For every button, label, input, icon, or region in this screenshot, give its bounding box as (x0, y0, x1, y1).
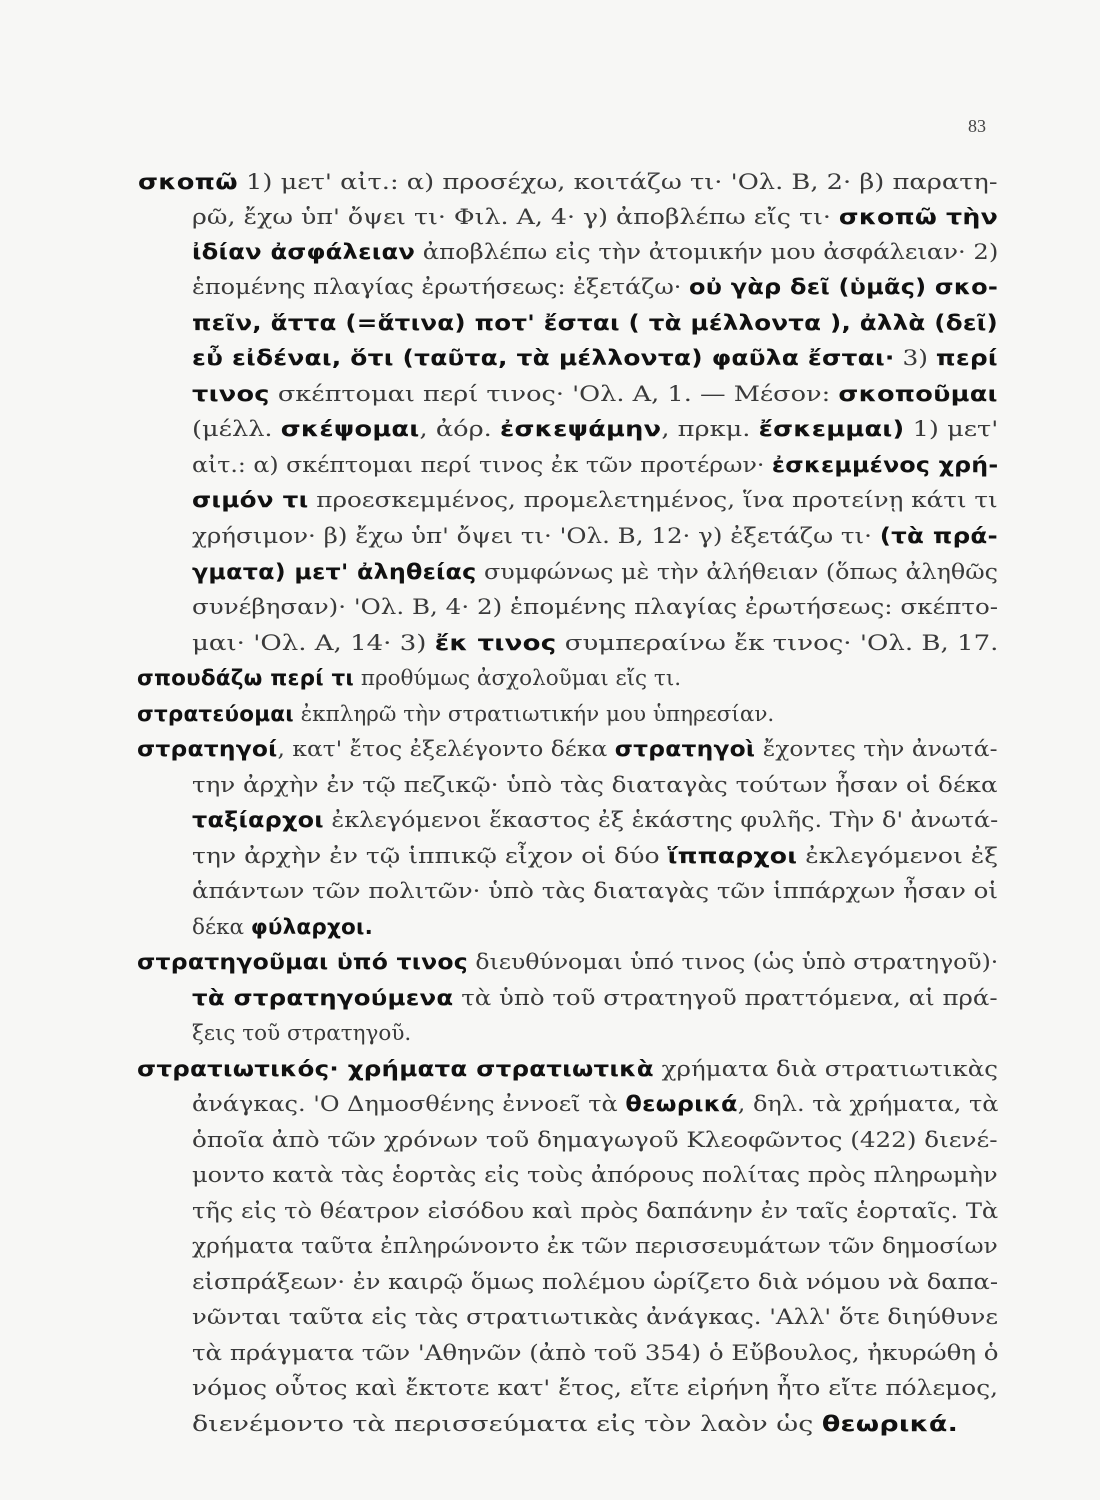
definition-text: την ἀρχὴν ἐν τῷ πεζικῷ· ὑπὸ τὰς διαταγὰς τούτων ἦσαν οἱ δέκα (192, 773, 998, 798)
headword: σκέψομαι (280, 417, 420, 442)
text-line (192, 592, 998, 624)
text-line (192, 1267, 998, 1299)
definition-text: ἐκλεγόμενοι ἕκαστος ἐξ ἑκάστης φυλῆς. Τὴν δ' ἀνωτά- (323, 808, 999, 833)
definition-text: , δηλ. τὰ χρήματα, τὰ (737, 1092, 999, 1117)
definition-text: (μέλλ. (192, 417, 281, 442)
headword: σιμόν τι (192, 488, 309, 513)
definition-text: τῆς εἰς τὸ θέατρον εἰσόδου καὶ πρὸς δαπάνην ἐν ταῖς ἑορταῖς. Τὰ (192, 1199, 999, 1224)
definition-text: μοντο κατὰ τὰς ἑορτὰς εἰς τοὺς ἀπόρους πολίτας πρὸς πληρωμὴν (192, 1163, 998, 1188)
text-line (192, 628, 998, 660)
text-line (192, 770, 998, 802)
text-line (137, 699, 774, 731)
definition-text: διευθύνομαι ὑπό τινος (ὡς ὑπὸ στρατηγοῦ)· (467, 950, 999, 975)
definition-text: νῶνται ταῦτα εἰς τὰς στρατιωτικὰς ἀνάγκας. 'Αλλ' ὅτε διηύθυνε (192, 1305, 998, 1330)
definition-text: εἰσπράξεων· ἐν καιρῷ ὅμως πολέμου ὡρίζετο διὰ νόμου νὰ δαπα- (192, 1270, 999, 1295)
headword: τὰ στρατηγούμενα (192, 986, 454, 1011)
text-line (137, 947, 998, 979)
definition-text: ἐκπληρῶ τὴν στρατιωτικήν μου ὑπηρεσίαν. (293, 702, 775, 727)
headword: στρατηγοῦμαι ὑπό τινος (137, 950, 468, 975)
definition-text: προεσκεμμένος, προμελετημένος, ἵνα προτείνῃ κάτι τι (308, 488, 998, 513)
text-line (192, 343, 998, 375)
definition-text: τὰ πράγματα τῶν 'Αθηνῶν (ἀπὸ τοῦ 354) ὁ Εὔβουλος, ἠκυρώθη ὁ (192, 1341, 999, 1366)
text-line (192, 1302, 998, 1334)
headword: περί (935, 346, 998, 371)
headword: σκοποῦμαι (838, 382, 998, 407)
headword: ἐσκεμμένος χρή- (771, 453, 999, 478)
headword: ταξίαρχοι (192, 808, 324, 833)
headword: τινος (192, 382, 270, 407)
text-line (192, 202, 998, 234)
definition-text: 1) μετ' αἰτ.: α) προσέχω, κοιτάζω τι· 'Ολ. Β, 2· β) παρατη- (237, 170, 998, 195)
text-line (192, 841, 998, 873)
definition-text: ἐκλεγόμενοι ἐξ (797, 844, 999, 869)
headword: θεωρικά (625, 1092, 738, 1117)
headword: ἵππαρχοι (667, 844, 798, 869)
definition-text: , πρκμ. (661, 417, 759, 442)
text-line (192, 1018, 411, 1050)
text-line (192, 485, 998, 517)
definition-text: ἀνάγκας. 'Ο Δημοσθένης ἐννοεῖ τὰ (192, 1092, 626, 1117)
text-line (192, 983, 998, 1015)
definition-text: μαι· 'Ολ. Α, 14· 3) (192, 631, 435, 656)
text-line (192, 876, 998, 908)
text-line (192, 1160, 998, 1192)
text-line (138, 167, 998, 199)
definition-text: 1) μετ' (904, 417, 999, 442)
definition-text: χρήσιμον· β) ἔχω ὑπ' ὄψει τι· 'Ολ. Β, 12· γ) ἐξετάζω τι· (192, 524, 880, 549)
text-line (192, 1338, 999, 1370)
headword: στρατιωτικός· χρήματα στρατιωτικὰ (137, 1057, 654, 1082)
text-line (192, 272, 998, 304)
text-line (192, 414, 998, 446)
definition-text: διενέμοντο τὰ περισσεύματα εἰς τὸν λαὸν ὡς (192, 1412, 822, 1437)
headword: εὖ εἰδέναι, ὅτι (ταῦτα, τὰ μέλλοντα) φαῦλα ἔσται· (192, 346, 895, 371)
headword: στρατηγοὶ (614, 737, 756, 762)
definition-text: ἀποβλέπω εἰς τὴν ἀτομικήν μου ἀσφάλειαν· 2) (415, 240, 999, 265)
definition-text: χρήματα διὰ στρατιωτικὰς (653, 1057, 999, 1082)
definition-text: νόμος οὗτος καὶ ἔκτοτε κατ' ἔτος, εἴτε εἰρήνη ἦτο εἴτε πόλεμος, (192, 1376, 999, 1401)
definition-text: συμφώνως μὲ τὴν ἀλήθειαν (ὅπως ἀληθῶς (476, 560, 998, 585)
text-line (192, 237, 998, 269)
definition-text: προθύμως ἀσχολοῦμαι εἴς τι. (353, 666, 682, 691)
headword: ἰδίαν ἀσφάλειαν (192, 240, 416, 265)
headword: ἐσκεψάμην (499, 417, 662, 442)
headword: πεῖν, ἅττα (=ἅτινα) ποτ' ἔσται ( τὰ μέλλοντα ), ἀλλὰ (δεῖ) (192, 311, 998, 336)
headword: στρατεύομαι (137, 702, 294, 727)
text-line (192, 1125, 998, 1157)
definition-text: ἔχοντες τὴν ἀνωτά- (755, 737, 998, 762)
headword: θεωρικά. (821, 1412, 959, 1437)
definition-text: , ἀόρ. (419, 417, 500, 442)
headword: σκοπῶ τὴν (838, 205, 999, 230)
text-line (192, 557, 998, 589)
definition-text: σκέπτομαι περί τινος· 'Ολ. Α, 1. — Μέσον: (269, 382, 839, 407)
definition-text: ὁποῖα ἀπὸ τῶν χρόνων τοῦ δημαγωγοῦ Κλεοφῶντος (422) διενέ- (192, 1128, 998, 1153)
definition-text: συνέβησαν)· 'Ολ. Β, 4· 2) ἑπομένης πλαγίας ἐρωτήσεως: σκέπτο- (192, 595, 999, 620)
text-line (192, 379, 998, 411)
definition-text: ἁπάντων τῶν πολιτῶν· ὑπὸ τὰς διαταγὰς τῶν ἱππάρχων ἦσαν οἱ (192, 879, 999, 904)
headword: οὐ γὰρ δεῖ (ὑμᾶς) σκο- (689, 275, 999, 300)
headword: ἔσκεμμαι) (758, 417, 905, 442)
definition-text: δέκα (192, 915, 251, 940)
headword: ἔκ τινος (434, 631, 557, 656)
headword: σπουδάζω περί τι (137, 666, 354, 691)
text-line (192, 1373, 998, 1405)
text-line (192, 1231, 998, 1263)
definition-text: αἰτ.: α) σκέπτομαι περί τινος ἐκ τῶν προτέρων· (192, 453, 772, 478)
definition-text: χρήματα ταῦτα ἐπληρώνοντο ἐκ τῶν περισσευμάτων τῶν δημοσίων (192, 1234, 998, 1259)
definition-text: ἑπομένης πλαγίας ἐρωτήσεως: ἐξετάζω· (192, 275, 690, 300)
text-line (137, 1054, 998, 1086)
page-number: 83 (968, 116, 986, 136)
headword: σκοπῶ (138, 170, 238, 195)
text-line (137, 734, 997, 766)
definition-text: την ἀρχὴν ἐν τῷ ἱππικῷ εἶχον οἱ δύο (192, 844, 668, 869)
definition-text: ρῶ, ἔχω ὑπ' ὄψει τι· Φιλ. Α, 4· γ) ἀποβλέπω εἴς τι· (192, 205, 839, 230)
headword: (τὰ πρά- (879, 524, 998, 549)
text-line (192, 521, 998, 553)
text-line (192, 1196, 998, 1228)
definition-text: 3) (894, 346, 936, 371)
definition-text: τὰ ὑπὸ τοῦ στρατηγοῦ πραττόμενα, αἱ πρά- (453, 986, 998, 1011)
text-line (192, 912, 373, 944)
text-line (137, 663, 681, 695)
text-line (192, 1409, 958, 1441)
definition-text: συμπεραίνω ἔκ τινος· 'Ολ. Β, 17. (556, 631, 999, 656)
text-line (192, 1089, 998, 1121)
definition-text: , κατ' ἔτος ἐξελέγοντο δέκα (277, 737, 615, 762)
definition-text: ξεις τοῦ στρατηγοῦ. (192, 1021, 412, 1046)
text-line (192, 450, 998, 482)
text-line (192, 805, 998, 837)
headword: στρατηγοί (137, 737, 278, 762)
headword: φύλαρχοι. (250, 915, 373, 940)
headword: γματα) μετ' ἀληθείας (192, 560, 477, 585)
text-line (192, 308, 998, 340)
